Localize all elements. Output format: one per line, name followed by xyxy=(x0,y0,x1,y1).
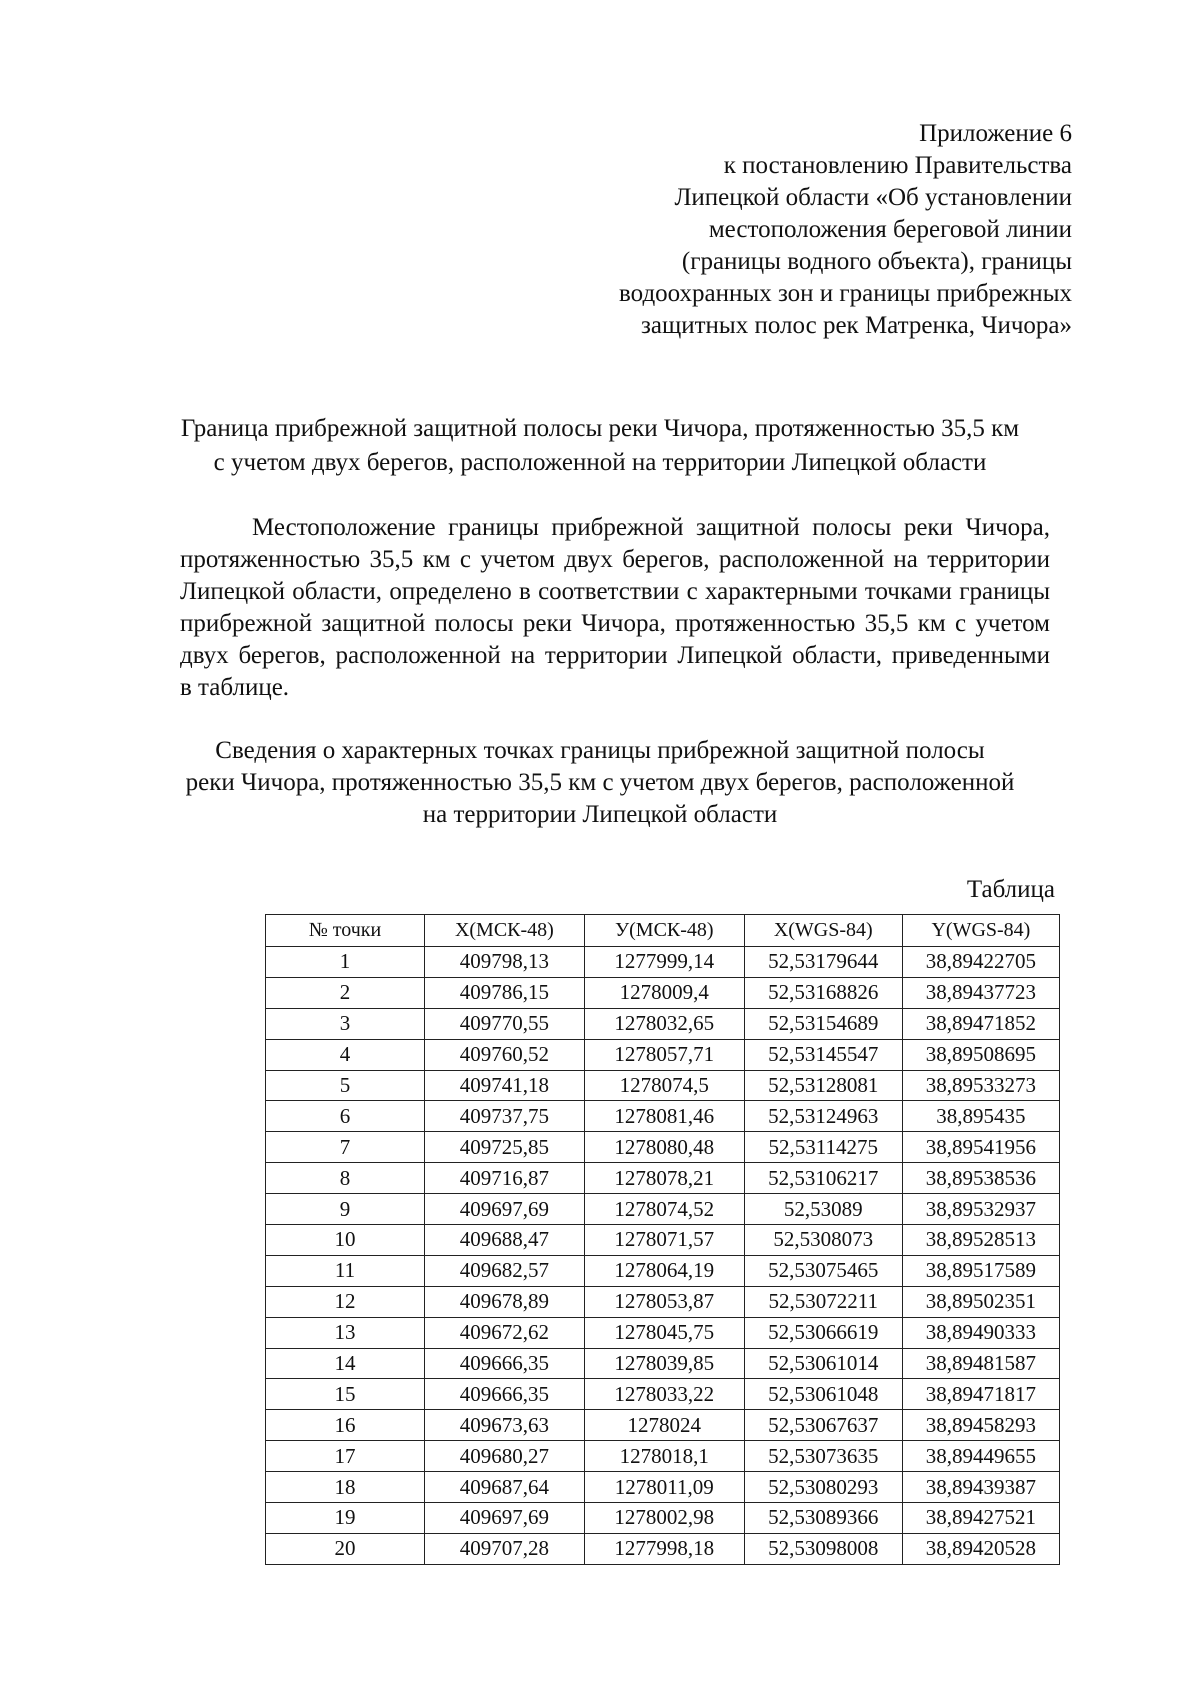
header-y-wgs84: Y(WGS-84) xyxy=(902,915,1059,947)
header-point-number: № точки xyxy=(266,915,425,947)
table-row xyxy=(266,977,1060,1008)
paragraph-line: Местоположение границы прибрежной защитной полосы реки Чичора, xyxy=(252,514,1050,541)
cell-y-wgs84: 38,89528513 xyxy=(902,1225,1059,1256)
cell-y-msk48: 1278057,71 xyxy=(584,1039,744,1070)
cell-point-number: 8 xyxy=(266,1163,425,1194)
cell-x-wgs84: 52,53168826 xyxy=(744,977,902,1008)
coordinates-table xyxy=(265,914,1060,1565)
caption-line: реки Чичора, протяженностью 35,5 км с учетом двух берегов, расположенной xyxy=(185,769,1015,796)
cell-x-msk48: 409707,28 xyxy=(424,1533,584,1564)
cell-x-msk48: 409716,87 xyxy=(424,1163,584,1194)
paragraph-line: Липецкой области, определено в соответствии с характерными точками границы xyxy=(180,578,1050,605)
cell-y-msk48: 1278045,75 xyxy=(584,1317,744,1348)
cell-x-msk48: 409673,63 xyxy=(424,1410,584,1441)
table-row xyxy=(266,1039,1060,1070)
table-row xyxy=(266,1317,1060,1348)
cell-x-msk48: 409760,52 xyxy=(424,1039,584,1070)
cell-y-msk48: 1278009,4 xyxy=(584,977,744,1008)
cell-x-msk48: 409678,89 xyxy=(424,1286,584,1317)
cell-y-wgs84: 38,89490333 xyxy=(902,1317,1059,1348)
cell-x-msk48: 409798,13 xyxy=(424,947,584,978)
cell-x-wgs84: 52,53075465 xyxy=(744,1255,902,1286)
cell-point-number: 20 xyxy=(266,1533,425,1564)
table-row xyxy=(266,1503,1060,1534)
document-title xyxy=(150,412,1050,480)
cell-x-wgs84: 52,53128081 xyxy=(744,1070,902,1101)
appendix-header xyxy=(472,118,1072,342)
cell-y-msk48: 1278081,46 xyxy=(584,1101,744,1132)
appendix-line: к постановлению Правительства xyxy=(723,152,1072,179)
cell-x-msk48: 409737,75 xyxy=(424,1101,584,1132)
cell-point-number: 9 xyxy=(266,1194,425,1225)
table-row xyxy=(266,1286,1060,1317)
cell-point-number: 3 xyxy=(266,1008,425,1039)
cell-point-number: 2 xyxy=(266,977,425,1008)
cell-y-wgs84: 38,89427521 xyxy=(902,1503,1059,1534)
table-row xyxy=(266,1441,1060,1472)
cell-point-number: 11 xyxy=(266,1255,425,1286)
cell-x-msk48: 409672,62 xyxy=(424,1317,584,1348)
cell-x-wgs84: 52,53066619 xyxy=(744,1317,902,1348)
table-row xyxy=(266,1410,1060,1441)
appendix-line: (границы водного объекта), границы xyxy=(681,248,1072,275)
cell-y-msk48: 1278074,5 xyxy=(584,1070,744,1101)
cell-x-msk48: 409725,85 xyxy=(424,1132,584,1163)
cell-y-msk48: 1278002,98 xyxy=(584,1503,744,1534)
cell-y-msk48: 1278024 xyxy=(584,1410,744,1441)
cell-y-msk48: 1277998,18 xyxy=(584,1533,744,1564)
table-row xyxy=(266,947,1060,978)
cell-x-wgs84: 52,53061014 xyxy=(744,1348,902,1379)
cell-x-wgs84: 52,53154689 xyxy=(744,1008,902,1039)
cell-y-wgs84: 38,89502351 xyxy=(902,1286,1059,1317)
cell-x-wgs84: 52,53179644 xyxy=(744,947,902,978)
cell-x-wgs84: 52,5308073 xyxy=(744,1225,902,1256)
cell-x-msk48: 409770,55 xyxy=(424,1008,584,1039)
cell-x-msk48: 409666,35 xyxy=(424,1348,584,1379)
cell-y-msk48: 1277999,14 xyxy=(584,947,744,978)
cell-x-wgs84: 52,53080293 xyxy=(744,1472,902,1503)
table-row xyxy=(266,1194,1060,1225)
cell-x-wgs84: 52,53067637 xyxy=(744,1410,902,1441)
table-header-row xyxy=(266,915,1060,947)
cell-point-number: 12 xyxy=(266,1286,425,1317)
cell-point-number: 1 xyxy=(266,947,425,978)
cell-x-wgs84: 52,53114275 xyxy=(744,1132,902,1163)
cell-point-number: 14 xyxy=(266,1348,425,1379)
cell-y-wgs84: 38,89508695 xyxy=(902,1039,1059,1070)
cell-x-wgs84: 52,53089 xyxy=(744,1194,902,1225)
cell-y-wgs84: 38,89533273 xyxy=(902,1070,1059,1101)
paragraph-line: двух берегов, расположенной на территории Липецкой области, приведенными xyxy=(180,642,1050,669)
cell-x-msk48: 409688,47 xyxy=(424,1225,584,1256)
cell-point-number: 10 xyxy=(266,1225,425,1256)
cell-point-number: 5 xyxy=(266,1070,425,1101)
cell-point-number: 15 xyxy=(266,1379,425,1410)
paragraph-line: прибрежной защитной полосы реки Чичора, протяженностью 35,5 км с учетом xyxy=(180,610,1050,637)
table-row xyxy=(266,1101,1060,1132)
header-y-msk48: У(МСК-48) xyxy=(584,915,744,947)
table-row xyxy=(266,1132,1060,1163)
table-row xyxy=(266,1163,1060,1194)
table-row xyxy=(266,1472,1060,1503)
cell-y-msk48: 1278053,87 xyxy=(584,1286,744,1317)
header-x-msk48: X(МСК-48) xyxy=(424,915,584,947)
table-row xyxy=(266,1533,1060,1564)
cell-x-msk48: 409697,69 xyxy=(424,1194,584,1225)
cell-y-msk48: 1278018,1 xyxy=(584,1441,744,1472)
appendix-line: Липецкой области «Об установлении xyxy=(674,184,1072,211)
cell-y-msk48: 1278080,48 xyxy=(584,1132,744,1163)
cell-point-number: 13 xyxy=(266,1317,425,1348)
cell-point-number: 18 xyxy=(266,1472,425,1503)
cell-y-wgs84: 38,895435 xyxy=(902,1101,1059,1132)
cell-x-msk48: 409680,27 xyxy=(424,1441,584,1472)
cell-y-msk48: 1278064,19 xyxy=(584,1255,744,1286)
appendix-line: водоохранных зон и границы прибрежных xyxy=(619,280,1072,307)
cell-y-wgs84: 38,89471852 xyxy=(902,1008,1059,1039)
paragraph-line: протяженностью 35,5 км с учетом двух берегов, расположенной на территории xyxy=(180,546,1050,573)
title-line: с учетом двух берегов, расположенной на территории Липецкой области xyxy=(213,449,987,476)
cell-point-number: 17 xyxy=(266,1441,425,1472)
cell-x-wgs84: 52,53145547 xyxy=(744,1039,902,1070)
cell-y-msk48: 1278032,65 xyxy=(584,1008,744,1039)
header-x-wgs84: X(WGS-84) xyxy=(744,915,902,947)
cell-y-wgs84: 38,89538536 xyxy=(902,1163,1059,1194)
table-row xyxy=(266,1255,1060,1286)
appendix-line: защитных полос рек Матренка, Чичора» xyxy=(641,312,1072,339)
cell-x-wgs84: 52,53061048 xyxy=(744,1379,902,1410)
cell-point-number: 16 xyxy=(266,1410,425,1441)
cell-y-wgs84: 38,89541956 xyxy=(902,1132,1059,1163)
cell-x-msk48: 409687,64 xyxy=(424,1472,584,1503)
cell-x-msk48: 409697,69 xyxy=(424,1503,584,1534)
cell-x-msk48: 409682,57 xyxy=(424,1255,584,1286)
cell-y-msk48: 1278078,21 xyxy=(584,1163,744,1194)
cell-y-wgs84: 38,89532937 xyxy=(902,1194,1059,1225)
cell-y-msk48: 1278033,22 xyxy=(584,1379,744,1410)
table-row xyxy=(266,1008,1060,1039)
cell-x-wgs84: 52,53106217 xyxy=(744,1163,902,1194)
table-row xyxy=(266,1225,1060,1256)
cell-x-msk48: 409786,15 xyxy=(424,977,584,1008)
cell-y-msk48: 1278074,52 xyxy=(584,1194,744,1225)
cell-x-wgs84: 52,53098008 xyxy=(744,1533,902,1564)
cell-point-number: 4 xyxy=(266,1039,425,1070)
cell-y-wgs84: 38,89449655 xyxy=(902,1441,1059,1472)
table-row xyxy=(266,1379,1060,1410)
paragraph-line: в таблице. xyxy=(180,674,290,701)
cell-y-wgs84: 38,89422705 xyxy=(902,947,1059,978)
cell-point-number: 6 xyxy=(266,1101,425,1132)
table-caption xyxy=(150,735,1050,831)
cell-y-wgs84: 38,89458293 xyxy=(902,1410,1059,1441)
cell-y-wgs84: 38,89437723 xyxy=(902,977,1059,1008)
caption-line: Сведения о характерных точках границы прибрежной защитной полосы xyxy=(215,737,985,764)
table-label: Таблица xyxy=(966,876,1055,903)
cell-x-msk48: 409741,18 xyxy=(424,1070,584,1101)
cell-y-wgs84: 38,89439387 xyxy=(902,1472,1059,1503)
title-line: Граница прибрежной защитной полосы реки Чичора, протяженностью 35,5 км xyxy=(180,415,1020,442)
cell-y-wgs84: 38,89420528 xyxy=(902,1533,1059,1564)
table-row xyxy=(266,1070,1060,1101)
cell-y-msk48: 1278011,09 xyxy=(584,1472,744,1503)
cell-y-msk48: 1278039,85 xyxy=(584,1348,744,1379)
body-paragraph xyxy=(180,512,1050,704)
cell-y-msk48: 1278071,57 xyxy=(584,1225,744,1256)
cell-x-wgs84: 52,53072211 xyxy=(744,1286,902,1317)
cell-x-wgs84: 52,53124963 xyxy=(744,1101,902,1132)
table-body xyxy=(266,947,1060,1565)
cell-y-wgs84: 38,89471817 xyxy=(902,1379,1059,1410)
cell-x-msk48: 409666,35 xyxy=(424,1379,584,1410)
cell-x-wgs84: 52,53073635 xyxy=(744,1441,902,1472)
cell-y-wgs84: 38,89481587 xyxy=(902,1348,1059,1379)
caption-line: на территории Липецкой области xyxy=(422,801,778,828)
table-row xyxy=(266,1348,1060,1379)
cell-point-number: 19 xyxy=(266,1503,425,1534)
cell-point-number: 7 xyxy=(266,1132,425,1163)
cell-y-wgs84: 38,89517589 xyxy=(902,1255,1059,1286)
cell-x-wgs84: 52,53089366 xyxy=(744,1503,902,1534)
appendix-line: местоположения береговой линии xyxy=(708,216,1072,243)
appendix-line: Приложение 6 xyxy=(919,120,1072,147)
